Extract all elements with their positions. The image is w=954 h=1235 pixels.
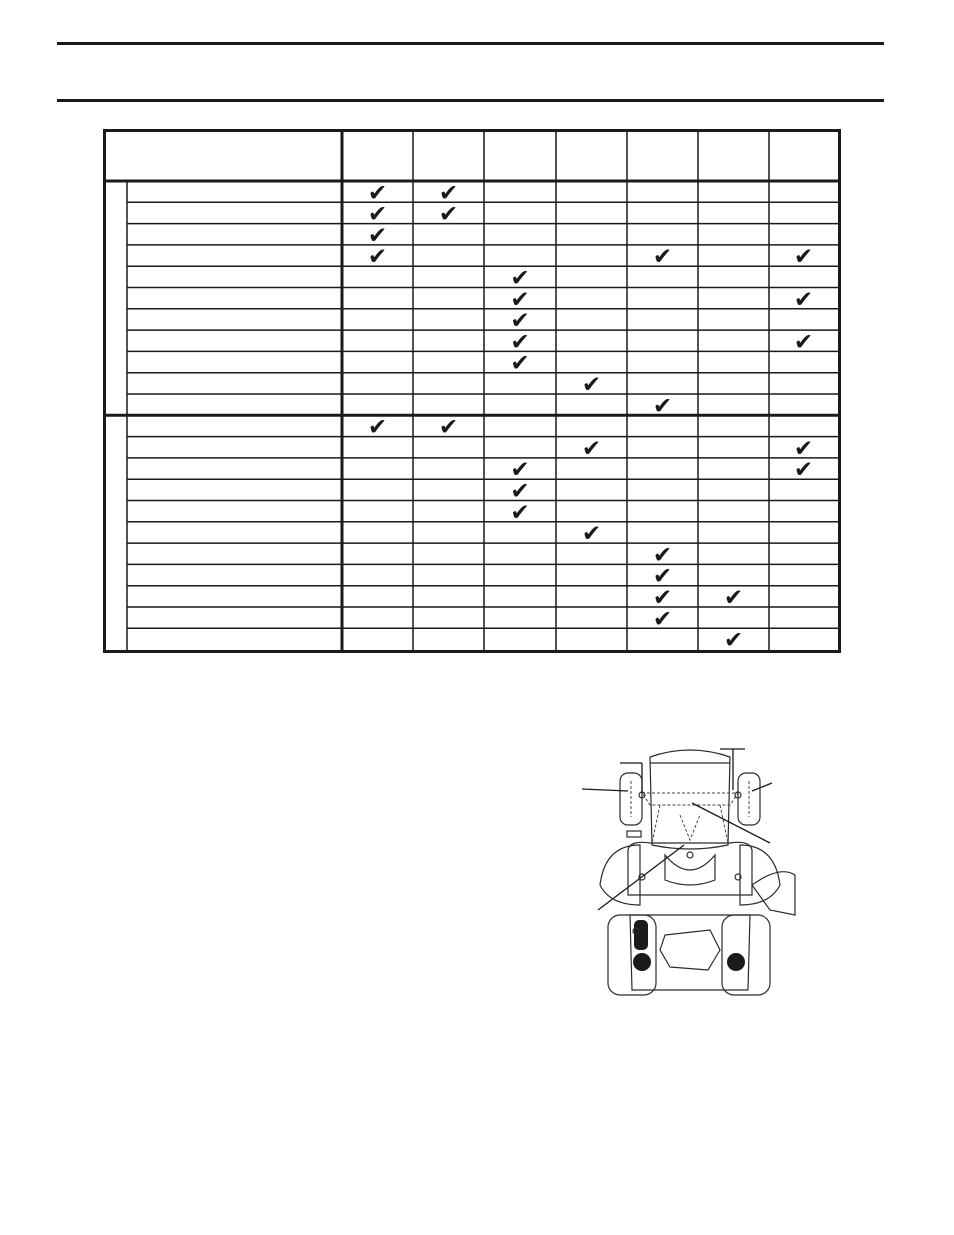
check-mark: ✔ — [793, 244, 814, 271]
front-axle — [642, 793, 738, 805]
check-mark: ✔ — [793, 286, 814, 313]
check-mark: ✔ — [652, 244, 673, 271]
check-mark: ✔ — [510, 457, 530, 484]
tractor-lubrication-diagram — [580, 745, 800, 1000]
check-mark: ✔ — [652, 563, 673, 590]
maintenance-schedule-table — [103, 129, 841, 653]
rear-right-wheel — [722, 915, 770, 995]
check-mark: ✔ — [510, 308, 530, 335]
check-mark: ✔ — [367, 180, 388, 207]
check-mark: ✔ — [510, 350, 530, 377]
check-mark: ✔ — [652, 393, 673, 420]
right-pedal — [727, 953, 745, 971]
left-pedal — [633, 953, 651, 971]
fitting-icon — [627, 831, 641, 837]
schedule-grid — [106, 132, 838, 650]
check-mark: ✔ — [723, 627, 744, 650]
check-mark: ✔ — [510, 478, 530, 505]
check-mark: ✔ — [581, 521, 602, 548]
check-mark: ✔ — [367, 414, 388, 441]
check-mark: ✔ — [510, 286, 530, 313]
check-mark: ✔ — [793, 435, 814, 462]
check-mark: ✔ — [367, 244, 388, 271]
header-rule-bottom — [57, 99, 884, 102]
check-mark: ✔ — [652, 585, 673, 611]
check-mark: ✔ — [723, 585, 744, 611]
check-mark: ✔ — [793, 457, 814, 484]
check-mark: ✔ — [367, 201, 388, 228]
check-mark: ✔ — [793, 329, 814, 356]
check-mark: ✔ — [438, 180, 459, 207]
check-mark: ✔ — [510, 329, 530, 356]
check-mark: ✔ — [581, 435, 602, 462]
check-mark: ✔ — [510, 265, 530, 292]
body-outline — [628, 842, 752, 895]
check-mark: ✔ — [510, 499, 530, 526]
check-mark: ✔ — [438, 201, 459, 228]
hood-outline — [650, 750, 730, 849]
check-mark: ✔ — [652, 606, 673, 633]
check-mark: ✔ — [367, 222, 388, 249]
check-mark: ✔ — [581, 372, 602, 398]
check-mark: ✔ — [438, 414, 459, 441]
check-mark: ✔ — [652, 542, 673, 569]
header-rule-top — [57, 42, 884, 45]
